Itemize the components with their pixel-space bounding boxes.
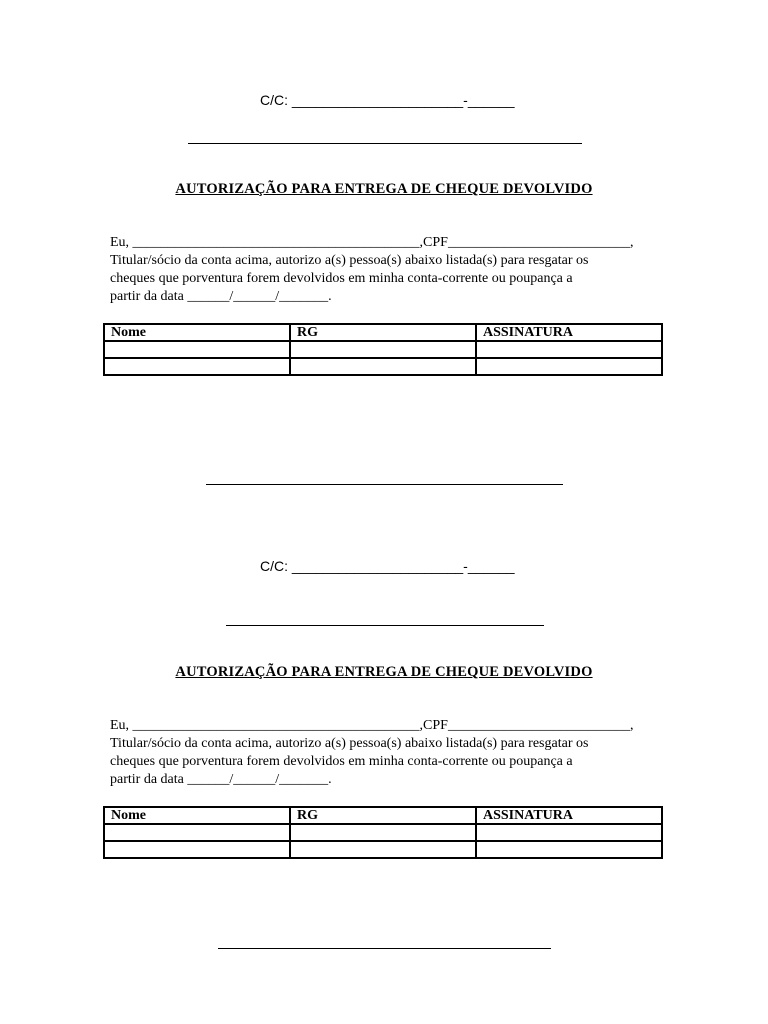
- paragraph-line: partir da data ______/______/_______.: [110, 289, 332, 304]
- paragraph-line: cheques que porventura forem devolvidos em minha conta-corrente ou poupança a: [110, 271, 573, 286]
- table-header-row: [104, 324, 662, 341]
- paragraph-line: Eu, _________________________________________,CPF__________________________,: [110, 235, 634, 250]
- nome-cell[interactable]: [104, 841, 290, 858]
- authorized-persons-table: [103, 806, 663, 859]
- assinatura-cell[interactable]: [476, 841, 662, 858]
- account-holder-name-line: [188, 143, 582, 144]
- paragraph-line: cheques que porventura forem devolvidos em minha conta-corrente ou poupança a: [110, 754, 573, 769]
- table-header-row: [104, 807, 662, 824]
- form-title: AUTORIZAÇÃO PARA ENTREGA DE CHEQUE DEVOLVIDO: [175, 181, 593, 197]
- assinatura-cell[interactable]: [476, 358, 662, 375]
- account-number-field: C/C: ______________________-______: [260, 558, 515, 574]
- form-title: AUTORIZAÇÃO PARA ENTREGA DE CHEQUE DEVOLVIDO: [175, 664, 593, 680]
- column-header-assinatura: ASSINATURA: [476, 324, 662, 341]
- column-header-assinatura: ASSINATURA: [476, 807, 662, 824]
- assinatura-cell[interactable]: [476, 824, 662, 841]
- paragraph-line: Eu, _________________________________________,CPF__________________________,: [110, 718, 634, 733]
- authorized-persons-table: [103, 323, 663, 376]
- paragraph-line: Titular/sócio da conta acima, autorizo a(s) pessoa(s) abaixo listada(s) para resgatar os: [110, 253, 589, 268]
- assinatura-cell[interactable]: [476, 341, 662, 358]
- signature-line: [206, 484, 563, 485]
- column-header-nome: Nome: [104, 324, 290, 341]
- signature-line: [218, 948, 551, 949]
- table-row: [104, 841, 662, 858]
- nome-cell[interactable]: [104, 824, 290, 841]
- column-header-rg: RG: [290, 324, 476, 341]
- account-number-field: C/C: ______________________-______: [260, 92, 515, 108]
- authorization-paragraph: [110, 234, 650, 306]
- rg-cell[interactable]: [290, 341, 476, 358]
- authorization-paragraph: [110, 717, 650, 789]
- table-row: [104, 358, 662, 375]
- column-header-nome: Nome: [104, 807, 290, 824]
- paragraph-line: Titular/sócio da conta acima, autorizo a(s) pessoa(s) abaixo listada(s) para resgatar os: [110, 736, 589, 751]
- rg-cell[interactable]: [290, 841, 476, 858]
- nome-cell[interactable]: [104, 358, 290, 375]
- paragraph-line: partir da data ______/______/_______.: [110, 772, 332, 787]
- table-row: [104, 824, 662, 841]
- rg-cell[interactable]: [290, 358, 476, 375]
- column-header-rg: RG: [290, 807, 476, 824]
- table-row: [104, 341, 662, 358]
- account-holder-name-line: [226, 625, 544, 626]
- rg-cell[interactable]: [290, 824, 476, 841]
- nome-cell[interactable]: [104, 341, 290, 358]
